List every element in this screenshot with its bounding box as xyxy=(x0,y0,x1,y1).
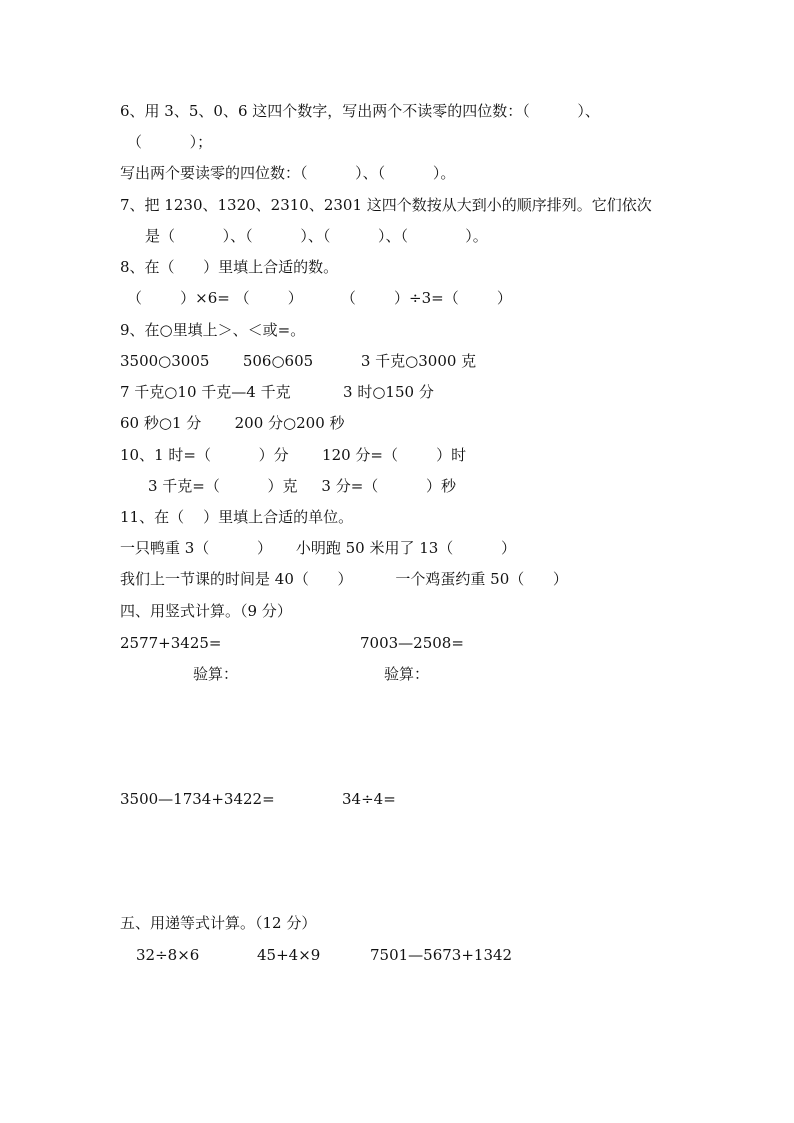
q6-line1: 6、用 3、5、0、6 这四个数字，写出两个不读零的四位数：（ ）、 xyxy=(120,102,600,120)
q9-row3: 60 秒○1 分 200 分○200 秒 xyxy=(120,414,345,432)
q11-line2: 一只鸭重 3（ ） 小明跑 50 米用了 13（ ） xyxy=(120,539,516,557)
section4-expr1: 2577+3425= xyxy=(120,634,222,652)
q10-line2: 3 千克=（ ）克 3 分=（ ）秒 xyxy=(148,477,456,495)
q7-line1: 7、把 1230、1320、2310、2301 这四个数按从大到小的顺序排列。它们依次 xyxy=(120,196,652,214)
q6-line3: 写出两个要读零的四位数：（ ）、（ ）。 xyxy=(120,164,456,182)
section4-check1: 验算： xyxy=(193,665,239,683)
section5-title: 五、用递等式计算。（12 分） xyxy=(120,914,317,932)
q7-line2: 是（ ）、（ ）、（ ）、（ ）。 xyxy=(145,227,488,245)
section4-expr4: 34÷4= xyxy=(342,790,396,808)
q8-line1: 8、在（ ）里填上合适的数。 xyxy=(120,258,339,276)
section5-expr1: 32÷8×6 xyxy=(136,946,200,964)
q11-line1: 11、在（ ）里填上合适的单位。 xyxy=(120,508,354,526)
section5-expr2: 45+4×9 xyxy=(257,946,321,964)
q11-line3: 我们上一节课的时间是 40（ ） 一个鸡蛋约重 50（ ） xyxy=(120,570,568,588)
q8-line2: （ ）×6= （ ） （ ）÷3=（ ） xyxy=(127,289,512,307)
q10-line1: 10、1 时=（ ）分 120 分=（ ）时 xyxy=(120,446,467,464)
section4-check2: 验算： xyxy=(384,665,430,683)
q9-row2: 7 千克○10 千克—4 千克 3 时○150 分 xyxy=(120,383,434,401)
q9-row1: 3500○3005 506○605 3 千克○3000 克 xyxy=(120,352,477,370)
section4-title: 四、用竖式计算。（9 分） xyxy=(120,602,292,620)
section4-expr2: 7003—2508= xyxy=(360,634,464,652)
q6-line2: （ ）； xyxy=(127,133,213,151)
section4-expr3: 3500—1734+3422= xyxy=(120,790,275,808)
section5-expr3: 7501—5673+1342 xyxy=(370,946,513,964)
q9-line1: 9、在○里填上＞、＜或=。 xyxy=(120,321,306,339)
